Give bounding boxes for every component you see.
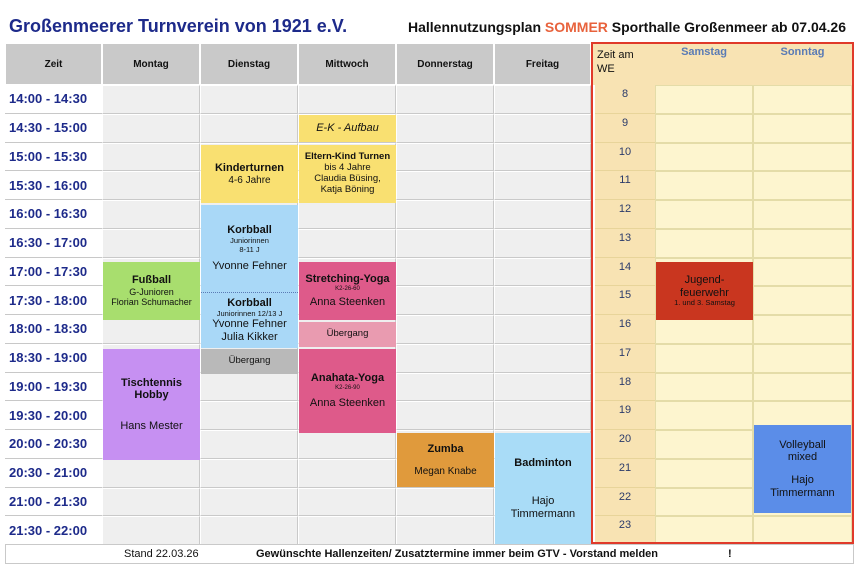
time-slot: 21:00 - 21:30 bbox=[5, 488, 102, 517]
weekend-hour: 20 bbox=[595, 430, 655, 459]
schedule-cell bbox=[102, 488, 200, 517]
time-slot: 17:30 - 18:00 bbox=[5, 286, 102, 315]
weekend-cell bbox=[753, 114, 852, 143]
schedule-cell bbox=[396, 200, 494, 229]
schedule-cell bbox=[396, 401, 494, 430]
weekend-hour: 21 bbox=[595, 459, 655, 488]
schedule-cell bbox=[298, 200, 396, 229]
header-tuesday: Dienstag bbox=[200, 43, 298, 85]
schedule-cell bbox=[298, 488, 396, 517]
weekend-hour: 8 bbox=[595, 85, 655, 114]
time-slot: 19:00 - 19:30 bbox=[5, 373, 102, 402]
event-jugendfeuerwehr: Jugend- feuerwehr 1. und 3. Samstag bbox=[656, 262, 753, 320]
time-slot: 14:00 - 14:30 bbox=[5, 85, 102, 114]
schedule-cell bbox=[102, 143, 200, 172]
schedule-cell bbox=[200, 516, 298, 545]
weekend-cell bbox=[655, 430, 753, 459]
schedule-cell bbox=[102, 516, 200, 545]
schedule-cell bbox=[396, 373, 494, 402]
weekend-cell bbox=[655, 373, 753, 402]
time-slot: 19:30 - 20:00 bbox=[5, 401, 102, 430]
event-uebergang-tuesday: Übergang bbox=[201, 349, 298, 374]
time-slot: 20:00 - 20:30 bbox=[5, 430, 102, 459]
schedule-cell bbox=[102, 171, 200, 200]
weekend-cell bbox=[655, 516, 753, 545]
schedule-cell bbox=[396, 315, 494, 344]
weekend-cell bbox=[655, 200, 753, 229]
event-volleyball: Volleyball mixed Hajo Timmermann bbox=[754, 425, 851, 513]
event-eltern-kind-turnen: Eltern-Kind Turnen bis 4 Jahre Claudia Büsing, Katja Böning bbox=[299, 145, 396, 203]
weekend-cell bbox=[753, 344, 852, 373]
schedule-cell bbox=[200, 430, 298, 459]
weekend-hour: 22 bbox=[595, 488, 655, 517]
header-time: Zeit bbox=[5, 43, 102, 85]
weekend-hour: 19 bbox=[595, 401, 655, 430]
weekend-hour: 13 bbox=[595, 229, 655, 258]
weekend-cell bbox=[655, 143, 753, 172]
event-ek-aufbau: E-K - Aufbau bbox=[299, 115, 396, 142]
season-highlight: SOMMER bbox=[544, 19, 608, 35]
weekend-cell bbox=[753, 258, 852, 287]
schedule-cell bbox=[396, 85, 494, 114]
schedule-cell bbox=[200, 401, 298, 430]
weekend-hour: 18 bbox=[595, 373, 655, 402]
header-monday: Montag bbox=[102, 43, 200, 85]
weekend-hour: 10 bbox=[595, 143, 655, 172]
schedule-cell bbox=[200, 114, 298, 143]
time-slot: 18:00 - 18:30 bbox=[5, 315, 102, 344]
time-slot: 14:30 - 15:00 bbox=[5, 114, 102, 143]
weekend-hour: 9 bbox=[595, 114, 655, 143]
time-slot: 15:00 - 15:30 bbox=[5, 143, 102, 172]
weekend-cell bbox=[655, 85, 753, 114]
weekend-cell bbox=[753, 85, 852, 114]
schedule-cell bbox=[298, 229, 396, 258]
schedule-cell bbox=[494, 114, 591, 143]
weekend-cell bbox=[753, 286, 852, 315]
footer bbox=[5, 544, 854, 564]
event-korbball-8-11: Korbball Juniorinnen 8-11 J Yvonne Fehner bbox=[201, 205, 298, 292]
schedule-cell bbox=[494, 315, 591, 344]
schedule-cell bbox=[396, 488, 494, 517]
schedule-cell bbox=[200, 459, 298, 488]
schedule-cell bbox=[102, 459, 200, 488]
schedule-cell bbox=[494, 344, 591, 373]
weekend-cell bbox=[655, 114, 753, 143]
weekend-cell bbox=[753, 373, 852, 402]
schedule-cell bbox=[298, 430, 396, 459]
weekend-cell bbox=[753, 143, 852, 172]
schedule-cell bbox=[494, 200, 591, 229]
weekend-hour: 11 bbox=[595, 171, 655, 200]
weekend-hour: 15 bbox=[595, 286, 655, 315]
schedule-cell bbox=[298, 459, 396, 488]
subtitle: Hallennutzungsplan SOMMER Sporthalle Großenmeer ab 07.04.26 bbox=[408, 19, 846, 35]
time-slot: 17:00 - 17:30 bbox=[5, 258, 102, 287]
weekend-cell bbox=[655, 459, 753, 488]
schedule-cell bbox=[200, 85, 298, 114]
schedule-cell bbox=[298, 85, 396, 114]
schedule-cell bbox=[494, 143, 591, 172]
schedule-cell bbox=[494, 171, 591, 200]
schedule-cell bbox=[494, 401, 591, 430]
event-korbball-12-13: Korbball Juniorinnen 12/13 J Yvonne Fehner Julia Kikker bbox=[201, 292, 298, 348]
schedule-cell bbox=[494, 258, 591, 287]
footer-note: Gewünschte Hallenzeiten/ Zusatztermine immer beim GTV - Vorstand melden bbox=[256, 548, 658, 560]
schedule-cell bbox=[200, 373, 298, 402]
schedule-cell bbox=[102, 114, 200, 143]
schedule-cell bbox=[396, 258, 494, 287]
event-stretching-yoga: Stretching-Yoga K2-26-60 Anna Steenken bbox=[299, 262, 396, 320]
schedule-cell bbox=[102, 200, 200, 229]
header-wednesday: Mittwoch bbox=[298, 43, 396, 85]
weekend-cell bbox=[753, 229, 852, 258]
schedule-cell bbox=[396, 286, 494, 315]
weekend-cell bbox=[655, 488, 753, 517]
event-kinderturnen: Kinderturnen 4-6 Jahre bbox=[201, 145, 298, 203]
weekend-hour: 16 bbox=[595, 315, 655, 344]
schedule-cell bbox=[298, 516, 396, 545]
schedule-cell bbox=[494, 373, 591, 402]
time-slot: 16:00 - 16:30 bbox=[5, 200, 102, 229]
schedule-cell bbox=[494, 286, 591, 315]
time-slot: 18:30 - 19:00 bbox=[5, 344, 102, 373]
event-anahata-yoga: Anahata-Yoga K2-26-90 Anna Steenken bbox=[299, 349, 396, 433]
schedule-cell bbox=[396, 114, 494, 143]
weekend-cell bbox=[753, 171, 852, 200]
schedule-cell bbox=[396, 229, 494, 258]
header-weekend-time: Zeit am WE bbox=[593, 44, 655, 85]
event-badminton: Badminton Hajo Timmermann bbox=[495, 433, 591, 544]
footer-mark: ! bbox=[728, 548, 732, 560]
time-slot: 16:30 - 17:00 bbox=[5, 229, 102, 258]
header-friday: Freitag bbox=[494, 43, 591, 85]
schedule-cell bbox=[494, 85, 591, 114]
schedule-cell bbox=[102, 85, 200, 114]
weekend-hour: 23 bbox=[595, 516, 655, 545]
footer-stand: Stand 22.03.26 bbox=[124, 548, 199, 560]
event-fussball: Fußball G-Junioren Florian Schumacher bbox=[103, 262, 200, 320]
schedule-cell bbox=[102, 229, 200, 258]
weekend-hour: 12 bbox=[595, 200, 655, 229]
weekend-cell bbox=[655, 344, 753, 373]
time-slot: 20:30 - 21:00 bbox=[5, 459, 102, 488]
schedule-cell bbox=[396, 143, 494, 172]
event-zumba: Zumba Megan Knabe bbox=[397, 433, 494, 487]
schedule-cell bbox=[396, 171, 494, 200]
event-tischtennis: Tischtennis Hobby Hans Mester bbox=[103, 349, 200, 460]
weekend-cell bbox=[753, 200, 852, 229]
schedule-cell bbox=[494, 229, 591, 258]
time-slot: 15:30 - 16:00 bbox=[5, 171, 102, 200]
schedule-cell bbox=[396, 344, 494, 373]
header-sunday: Sonntag bbox=[753, 44, 852, 85]
weekend-cell bbox=[655, 401, 753, 430]
weekend-cell bbox=[655, 171, 753, 200]
weekend-hour: 14 bbox=[595, 258, 655, 287]
weekend-cell bbox=[753, 516, 852, 545]
event-uebergang-wednesday: Übergang bbox=[299, 322, 396, 347]
header-thursday: Donnerstag bbox=[396, 43, 494, 85]
weekend-cell bbox=[753, 315, 852, 344]
weekend-hour: 17 bbox=[595, 344, 655, 373]
header-saturday: Samstag bbox=[655, 44, 753, 85]
schedule-cell bbox=[396, 516, 494, 545]
title: Großenmeerer Turnverein von 1921 e.V. bbox=[9, 16, 348, 36]
weekend-cell bbox=[655, 229, 753, 258]
time-slot: 21:30 - 22:00 bbox=[5, 516, 102, 545]
schedule-cell bbox=[200, 488, 298, 517]
